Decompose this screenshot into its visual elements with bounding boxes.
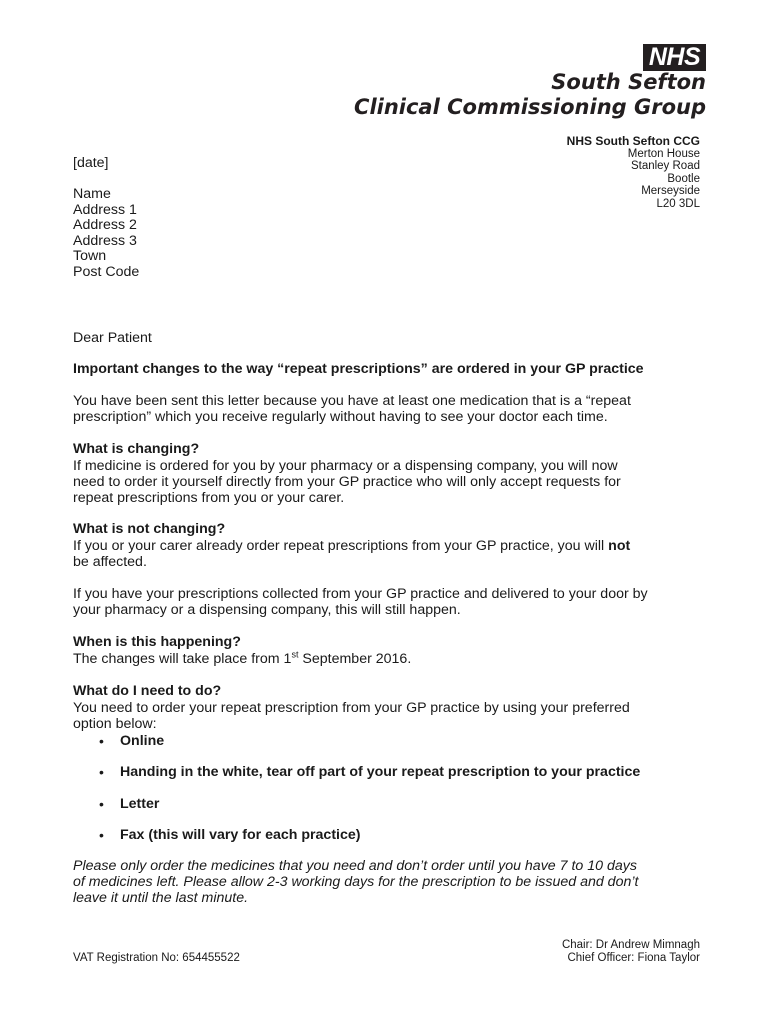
- section-heading-not-changing: What is not changing?: [73, 521, 226, 537]
- changing-line: need to order it yourself directly from your GP practice who will only accept requests for: [73, 474, 621, 490]
- vat-registration: VAT Registration No: 654455522: [73, 952, 240, 964]
- sender-address-line: Bootle: [667, 172, 700, 185]
- changing-line: repeat prescriptions from you or your carer.: [73, 490, 345, 506]
- chair-name: Chair: Dr Andrew Mimnagh: [561, 939, 700, 951]
- section-heading-when: When is this happening?: [73, 634, 241, 650]
- chief-officer-name: Chief Officer: Fiona Taylor: [567, 952, 700, 964]
- recipient-line: Address 2: [73, 217, 137, 233]
- not-changing-text: If you or your carer already order repeat prescriptions from your GP practice, you will: [73, 538, 609, 554]
- ordinal-suffix: st: [291, 649, 299, 660]
- bullet-icon: •: [99, 764, 104, 780]
- recipient-line: Address 1: [73, 202, 137, 218]
- letter-subject: Important changes to the way “repeat prescriptions” are ordered in your GP practice: [73, 361, 644, 377]
- recipient-line: Post Code: [73, 264, 140, 280]
- not-changing-line: [73, 538, 630, 554]
- todo-line: You need to order your repeat prescription from your GP practice by using your preferred: [73, 700, 630, 716]
- when-line: [73, 651, 411, 667]
- closing-note-line: of medicines left. Please allow 2-3 working days for the prescription to be issued and don’t: [73, 874, 639, 890]
- not-changing-line: be affected.: [73, 554, 147, 570]
- todo-line: option below:: [73, 716, 157, 732]
- org-name-line1: South Sefton: [551, 70, 706, 94]
- bullet-icon: •: [99, 733, 104, 749]
- when-text: The changes will take place from 1: [73, 651, 292, 667]
- bullet-icon: •: [99, 796, 104, 812]
- salutation: Dear Patient: [73, 330, 152, 346]
- collected-line: your pharmacy or a dispensing company, this will still happen.: [73, 602, 461, 618]
- recipient-line: Name: [73, 186, 111, 202]
- nhs-logo: NHS: [643, 44, 706, 71]
- sender-address: [567, 135, 700, 211]
- sender-address-line: Merseyside: [641, 185, 700, 198]
- bullet-icon: •: [99, 827, 104, 843]
- closing-note-line: Please only order the medicines that you need and don’t order until you have 7 to 10 days: [73, 858, 637, 874]
- emphasis-not: not: [608, 538, 631, 554]
- changing-line: If medicine is ordered for you by your pharmacy or a dispensing company, you will now: [73, 458, 618, 474]
- option-fax: Fax (this will vary for each practice): [120, 827, 361, 843]
- intro-line: You have been sent this letter because you have at least one medication that is a “repeat: [73, 393, 631, 409]
- recipient-line: Town: [73, 248, 107, 264]
- collected-line: If you have your prescriptions collected from your GP practice and delivered to your door by: [73, 586, 648, 602]
- intro-line: prescription” which you receive regularly without having to see your doctor each time.: [73, 409, 608, 425]
- section-heading-changing: What is changing?: [73, 441, 200, 457]
- option-online: Online: [120, 733, 165, 749]
- org-name-line2: Clinical Commissioning Group: [354, 95, 706, 119]
- sender-address-line: Merton House: [627, 147, 700, 160]
- option-letter: Letter: [120, 796, 160, 812]
- recipient-line: Address 3: [73, 233, 137, 249]
- letter-date: [date]: [73, 155, 109, 171]
- when-date-text: September 2016.: [298, 651, 412, 667]
- option-handing-in: Handing in the white, tear off part of your repeat prescription to your practice: [120, 764, 641, 780]
- sender-address-line: L20 3DL: [656, 197, 700, 210]
- section-heading-todo: What do I need to do?: [73, 683, 222, 699]
- sender-name: NHS South Sefton CCG: [566, 134, 700, 148]
- closing-note-line: leave it until the last minute.: [73, 890, 249, 906]
- sender-address-line: Stanley Road: [630, 160, 700, 173]
